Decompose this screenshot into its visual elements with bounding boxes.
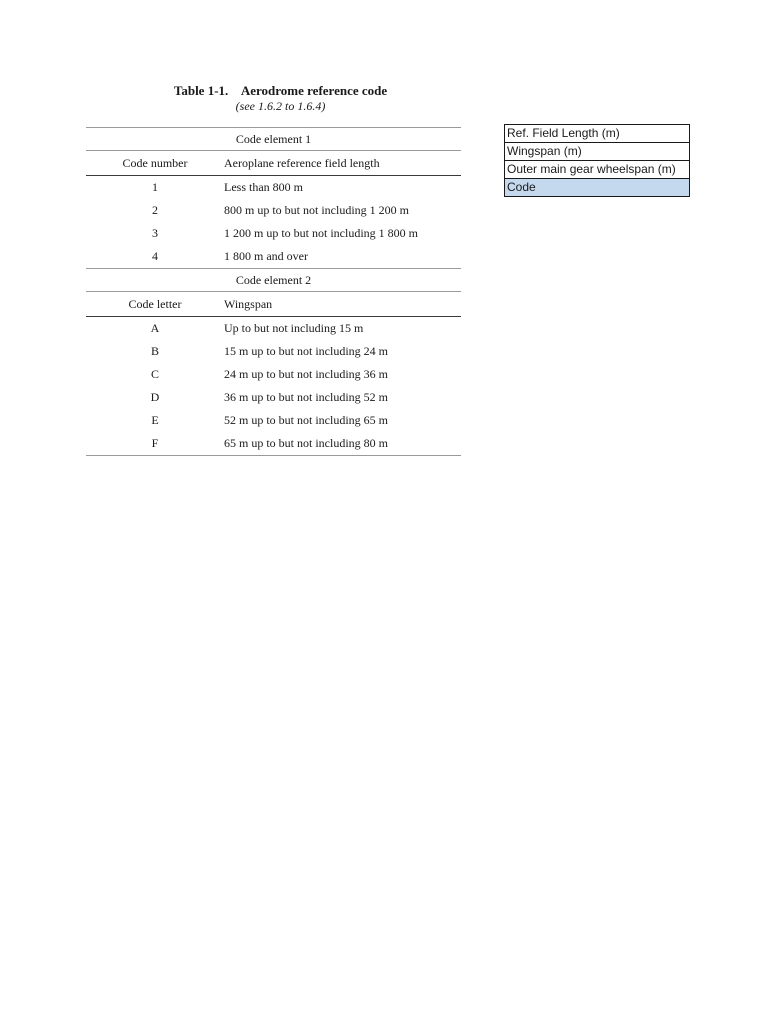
table-caption <box>86 83 461 99</box>
code-cell: A <box>150 321 160 335</box>
table-row <box>86 199 461 222</box>
element2-heading: Code element 2 <box>86 269 461 292</box>
field-length-header: Aeroplane reference field length <box>224 151 461 176</box>
element1-header-row <box>86 151 461 176</box>
table-row <box>86 432 461 456</box>
table-row <box>86 363 461 386</box>
code-cell: C <box>150 367 159 381</box>
reference-code-table <box>86 83 461 456</box>
code-cell-selected[interactable]: Code <box>505 179 690 197</box>
code-cell: B <box>150 344 159 358</box>
code-letter-header: Code letter <box>86 292 224 317</box>
code-number-header: Code number <box>86 151 224 176</box>
table-title: Aerodrome reference code <box>240 83 388 98</box>
desc-cell: 24 m up to but not including 36 m <box>224 367 388 381</box>
table-row <box>86 245 461 269</box>
code-cell: 4 <box>152 249 158 263</box>
code-cell: E <box>151 413 159 427</box>
side-row <box>505 161 690 179</box>
table-row <box>86 317 461 341</box>
element2-header-row <box>86 292 461 317</box>
code-cell: 3 <box>152 226 158 240</box>
code-cell: 2 <box>152 203 158 217</box>
desc-cell: 36 m up to but not including 52 m <box>224 390 388 404</box>
element1-heading: Code element 1 <box>86 128 461 151</box>
field-length-cell[interactable]: Ref. Field Length (m) <box>505 125 690 143</box>
desc-cell: 1 200 m up to but not including 1 800 m <box>224 226 418 240</box>
desc-cell: 65 m up to but not including 80 m <box>224 432 461 456</box>
desc-cell: 15 m up to but not including 24 m <box>224 344 388 358</box>
element2-heading-row <box>86 269 461 292</box>
table-row <box>86 386 461 409</box>
code-table <box>86 127 461 456</box>
code-cell: D <box>150 390 160 404</box>
code-cell: 1 <box>152 180 158 194</box>
table-row <box>86 222 461 245</box>
table-row <box>86 340 461 363</box>
code-cell: F <box>86 432 224 456</box>
desc-cell: Up to but not including 15 m <box>224 321 364 335</box>
table-row <box>86 409 461 432</box>
side-row <box>505 143 690 161</box>
desc-cell: 1 800 m and over <box>224 249 308 263</box>
side-row <box>505 125 690 143</box>
table-subtitle: (see 1.6.2 to 1.6.4) <box>235 99 326 113</box>
desc-cell: 52 m up to but not including 65 m <box>224 413 388 427</box>
side-row <box>505 179 690 197</box>
input-cells-table <box>504 124 690 197</box>
element1-heading-row <box>86 128 461 151</box>
wheelspan-cell[interactable]: Outer main gear wheelspan (m) <box>505 161 690 179</box>
table-label: Table 1-1. <box>173 83 229 98</box>
wingspan-header: Wingspan <box>224 292 461 317</box>
desc-cell: 800 m up to but not including 1 200 m <box>224 203 409 217</box>
table-row <box>86 176 461 200</box>
desc-cell: Less than 800 m <box>224 180 303 194</box>
wingspan-cell[interactable]: Wingspan (m) <box>505 143 690 161</box>
